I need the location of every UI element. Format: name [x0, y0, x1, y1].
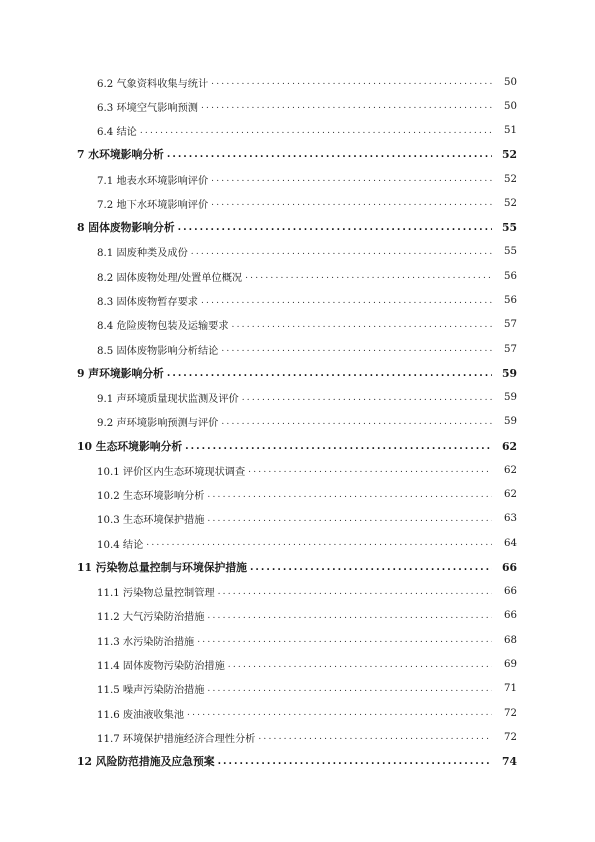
toc-section-entry[interactable] — [0, 264, 595, 288]
toc-dot-leader — [248, 465, 492, 475]
toc-dot-leader — [221, 417, 492, 427]
toc-page-number: 72 — [504, 731, 517, 743]
toc-entry-title: 10.3 生态环境保护措施 — [97, 515, 205, 527]
toc-page-number: 62 — [501, 439, 517, 453]
toc-page-number: 51 — [504, 125, 517, 137]
toc-section-entry[interactable] — [0, 604, 595, 628]
toc-dot-leader — [207, 684, 492, 694]
toc-page-number: 59 — [501, 366, 517, 380]
toc-page-number: 55 — [501, 221, 517, 235]
toc-dot-leader — [207, 611, 492, 621]
toc-entry-title: 6.4 结论 — [97, 127, 137, 139]
toc-page-number: 57 — [504, 343, 517, 355]
toc-page-number: 52 — [504, 173, 517, 185]
toc-dot-leader — [197, 635, 492, 645]
toc-entry-title: 8.1 固废种类及成份 — [97, 248, 188, 260]
toc-entry-title: 10.1 评价区内生态环境现状调查 — [97, 466, 246, 478]
toc-section-entry[interactable] — [0, 628, 595, 652]
toc-page-number: 69 — [504, 659, 517, 670]
toc-entry-title: 9.1 声环境质量现状监测及评价 — [97, 394, 239, 406]
toc-section-entry[interactable] — [0, 313, 595, 337]
toc-dot-leader — [140, 126, 492, 136]
toc-dot-leader — [167, 368, 492, 379]
toc-entry-title: 10.2 生态环境影响分析 — [97, 491, 205, 503]
toc-page-number: 62 — [504, 464, 517, 476]
toc-page-number: 64 — [504, 537, 517, 549]
toc-entry-title: 8.5 固体废物影响分析结论 — [97, 345, 219, 357]
toc-section-entry[interactable] — [0, 70, 595, 94]
toc-dot-leader — [185, 441, 492, 452]
toc-entry-title: 8 固体废物影响分析 — [77, 221, 175, 235]
toc-section-entry[interactable] — [0, 337, 595, 361]
toc-page-number: 71 — [504, 683, 517, 695]
toc-page-number: 59 — [504, 416, 517, 428]
toc-page-number: 50 — [504, 76, 517, 88]
toc-dot-leader — [187, 708, 492, 718]
toc-dot-leader — [221, 344, 492, 354]
toc-section-entry[interactable] — [0, 652, 595, 676]
toc-dot-leader — [258, 732, 492, 742]
toc-chapter-entry[interactable] — [0, 361, 595, 385]
toc-section-entry[interactable] — [0, 94, 595, 118]
toc-entry-title: 9 声环境影响分析 — [77, 366, 164, 380]
toc-chapter-entry[interactable] — [0, 216, 595, 240]
toc-page-number: 56 — [504, 270, 517, 282]
toc-page-number: 52 — [504, 197, 517, 209]
toc-entry-title: 7.1 地表水环境影响评价 — [97, 175, 209, 187]
toc-dot-leader — [201, 296, 492, 306]
toc-dot-leader — [228, 660, 492, 670]
toc-dot-leader — [211, 174, 492, 184]
toc-entry-title: 10.4 结论 — [97, 539, 144, 551]
toc-entry-title: 11.6 废油液收集池 — [97, 709, 185, 721]
toc-dot-leader — [232, 320, 492, 330]
toc-dot-leader — [211, 198, 492, 208]
toc-dot-leader — [250, 562, 492, 573]
toc-page-number: 66 — [501, 560, 517, 574]
toc-chapter-entry[interactable] — [0, 143, 595, 167]
toc-page-number: 50 — [504, 100, 517, 112]
toc-dot-leader — [201, 101, 492, 111]
toc-dot-leader — [218, 587, 492, 597]
table-of-contents — [0, 70, 595, 774]
toc-section-entry[interactable] — [0, 725, 595, 749]
toc-dot-leader — [242, 393, 492, 403]
toc-chapter-entry[interactable] — [0, 434, 595, 458]
toc-page-number: 72 — [504, 707, 517, 719]
toc-dot-leader — [191, 247, 492, 257]
toc-page-number: 55 — [504, 246, 517, 258]
toc-page-number: 52 — [501, 148, 517, 162]
toc-entry-title: 8.4 危险废物包装及运输要求 — [97, 321, 229, 333]
toc-entry-title: 10 生态环境影响分析 — [77, 439, 183, 453]
toc-page-number: 66 — [504, 586, 517, 598]
toc-section-entry[interactable] — [0, 531, 595, 555]
toc-section-entry[interactable] — [0, 240, 595, 264]
toc-entry-title: 8.2 固体废物处理/处置单位概况 — [97, 272, 243, 284]
toc-section-entry[interactable] — [0, 507, 595, 531]
toc-section-entry[interactable] — [0, 191, 595, 215]
toc-section-entry[interactable] — [0, 288, 595, 312]
toc-entry-title: 11.7 环境保护措施经济合理性分析 — [97, 733, 256, 745]
toc-page-number: 57 — [504, 319, 517, 331]
toc-section-entry[interactable] — [0, 701, 595, 725]
toc-entry-title: 12 风险防范措施及应急预案 — [77, 755, 215, 769]
toc-dot-leader — [207, 514, 492, 524]
toc-dot-leader — [245, 271, 492, 281]
toc-section-entry[interactable] — [0, 410, 595, 434]
toc-section-entry[interactable] — [0, 677, 595, 701]
toc-entry-title: 9.2 声环境影响预测与评价 — [97, 418, 219, 430]
toc-page-number: 59 — [504, 392, 517, 404]
toc-page-number: 68 — [504, 634, 517, 646]
toc-page-number: 66 — [504, 610, 517, 622]
toc-entry-title: 6.3 环境空气影响预测 — [97, 102, 198, 114]
toc-entry-title: 11.3 水污染防治措施 — [97, 636, 195, 648]
toc-page-number: 56 — [504, 295, 517, 307]
toc-dot-leader — [178, 222, 492, 233]
toc-section-entry[interactable] — [0, 167, 595, 191]
toc-section-entry[interactable] — [0, 458, 595, 482]
toc-entry-title: 11.5 噪声污染防治措施 — [97, 685, 205, 697]
toc-dot-leader — [167, 149, 492, 160]
toc-entry-title: 6.2 气象资料收集与统计 — [97, 78, 209, 90]
toc-dot-leader — [146, 538, 492, 548]
toc-dot-leader — [207, 490, 492, 500]
toc-entry-title: 11 污染物总量控制与环境保护措施 — [77, 560, 247, 574]
toc-page-number: 62 — [504, 489, 517, 501]
toc-entry-title: 7 水环境影响分析 — [77, 148, 164, 162]
toc-dot-leader — [211, 77, 492, 87]
toc-entry-title: 11.1 污染物总量控制管理 — [97, 588, 215, 600]
toc-chapter-entry[interactable] — [0, 555, 595, 579]
toc-dot-leader — [218, 756, 492, 767]
toc-entry-title: 11.4 固体废物污染防治措施 — [97, 661, 225, 672]
toc-entry-title: 11.2 大气污染防治措施 — [97, 612, 205, 624]
toc-page-number: 63 — [504, 513, 517, 525]
toc-entry-title: 7.2 地下水环境影响评价 — [97, 199, 209, 211]
toc-section-entry[interactable] — [0, 580, 595, 604]
toc-chapter-entry[interactable] — [0, 749, 595, 773]
toc-section-entry[interactable] — [0, 119, 595, 143]
toc-section-entry[interactable] — [0, 385, 595, 409]
toc-entry-title: 8.3 固体废物暂存要求 — [97, 297, 198, 309]
toc-section-entry[interactable] — [0, 483, 595, 507]
toc-page-number: 74 — [501, 755, 517, 769]
